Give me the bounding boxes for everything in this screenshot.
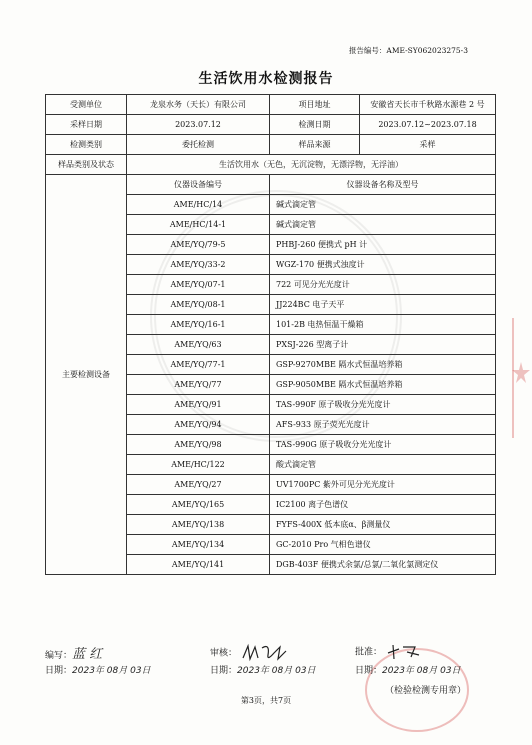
approver-signature <box>385 643 425 661</box>
equipment-code: AME/YQ/33-2 <box>127 255 270 275</box>
value-project-address: 安徽省天长市千秋路水源巷 2 号 <box>360 95 496 115</box>
approved-by: 批准： <box>355 643 425 661</box>
equipment-code: AME/YQ/77 <box>127 375 270 395</box>
seal-note: （检验检测专用章） <box>385 686 467 696</box>
equipment-name: 碱式滴定管 <box>270 195 496 215</box>
equipment-name: JJ224BC 电子天平 <box>270 295 496 315</box>
equipment-name: FYFS-400X 低本底α、β测量仪 <box>270 515 496 535</box>
equipment-name: GSP-9050MBE 隔水式恒温培养箱 <box>270 375 496 395</box>
label-sample-status: 样品类别及状态 <box>46 155 127 175</box>
equipment-name: PXSJ-226 型离子计 <box>270 335 496 355</box>
equipment-name: IC2100 离子色谱仪 <box>270 495 496 515</box>
equipment-code: AME/YQ/98 <box>127 435 270 455</box>
side-seal-stamp <box>512 318 532 438</box>
label-project-address: 项目地址 <box>270 95 360 115</box>
equipment-name: AFS-933 原子荧光光度计 <box>270 415 496 435</box>
equipment-code: AME/YQ/91 <box>127 395 270 415</box>
equipment-code: AME/HC/14-1 <box>127 215 270 235</box>
equipment-name: UV1700PC 紫外可见分光光度计 <box>270 475 496 495</box>
equipment-code: AME/YQ/134 <box>127 535 270 555</box>
page-title: 生活饮用水检测报告 <box>198 71 334 87</box>
value-sampling-date: 2023.07.12 <box>127 115 270 135</box>
equipment-name: DGB-403F 便携式余氯/总氯/二氧化氯测定仪 <box>270 555 496 575</box>
value-sample-status: 生活饮用水（无色，无沉淀物，无漂浮物，无浮油） <box>127 155 496 175</box>
equipment-code: AME/YQ/07-1 <box>127 275 270 295</box>
equipment-code: AME/YQ/141 <box>127 555 270 575</box>
label-sampling-date: 采样日期 <box>46 115 127 135</box>
equipment-name: WGZ-170 便携式浊度计 <box>270 255 496 275</box>
page-footer: 第3页，共7页 <box>240 696 292 705</box>
approved-date: 日期：2023年 08月 03日 <box>355 666 461 676</box>
equipment-name: 酸式滴定管 <box>270 455 496 475</box>
label-sample-source: 样品来源 <box>270 135 360 155</box>
equipment-code: AME/YQ/79-5 <box>127 235 270 255</box>
label-test-category: 检测类别 <box>46 135 127 155</box>
equipment-name: 101-2B 电热恒温干燥箱 <box>270 315 496 335</box>
equipment-code: AME/YQ/165 <box>127 495 270 515</box>
equipment-code: AME/YQ/08-1 <box>127 295 270 315</box>
col-header-name: 仪器设备名称及型号 <box>270 175 496 195</box>
equipment-name: GC-2010 Pro 气相色谱仪 <box>270 535 496 555</box>
row-category <box>46 135 496 155</box>
equipment-code: AME/HC/122 <box>127 455 270 475</box>
row-sample-status <box>46 155 496 175</box>
equipment-name: TAS-990F 原子吸收分光光度计 <box>270 395 496 415</box>
equipment-code: AME/YQ/77-1 <box>127 355 270 375</box>
equipment-code: AME/YQ/27 <box>127 475 270 495</box>
row-equipment-header <box>46 175 496 195</box>
label-test-date: 检测日期 <box>270 115 360 135</box>
equipment-code: AME/YQ/63 <box>127 335 270 355</box>
value-entrusted-unit: 龙泉水务（天长）有限公司 <box>127 95 270 115</box>
prepared-signature: 蓝 红 <box>72 647 103 662</box>
equipment-name: TAS-990G 原子吸收分光光度计 <box>270 435 496 455</box>
col-header-code: 仪器设备编号 <box>127 175 270 195</box>
value-test-date: 2023.07.12~2023.07.18 <box>360 115 496 135</box>
equipment-code: AME/YQ/16-1 <box>127 315 270 335</box>
value-sample-source: 采样 <box>360 135 496 155</box>
label-entrusted-unit: 受测单位 <box>46 95 127 115</box>
reviewer-signature <box>240 643 290 663</box>
equipment-code: AME/HC/14 <box>127 195 270 215</box>
equipment-code: AME/YQ/138 <box>127 515 270 535</box>
label-equipment-section: 主要检测设备 <box>46 175 127 575</box>
row-dates <box>46 115 496 135</box>
reviewed-date: 日期：2023年 08月 03日 <box>210 666 316 676</box>
equipment-code: AME/YQ/94 <box>127 415 270 435</box>
value-test-category: 委托检测 <box>127 135 270 155</box>
prepared-by: 编写：蓝 红 <box>45 647 103 662</box>
equipment-name: 碱式滴定管 <box>270 215 496 235</box>
prepared-date: 日期：2023年 08月 03日 <box>45 666 151 676</box>
row-unit <box>46 95 496 115</box>
equipment-name: GSP-9270MBE 隔水式恒温培养箱 <box>270 355 496 375</box>
equipment-name: PHBJ-260 便携式 pH 计 <box>270 235 496 255</box>
equipment-name: 722 可见分光光度计 <box>270 275 496 295</box>
report-table <box>45 94 496 575</box>
reviewed-by: 审核： <box>210 643 290 663</box>
report-number: 报告编号：AME-SY062023275-3 <box>348 46 468 55</box>
